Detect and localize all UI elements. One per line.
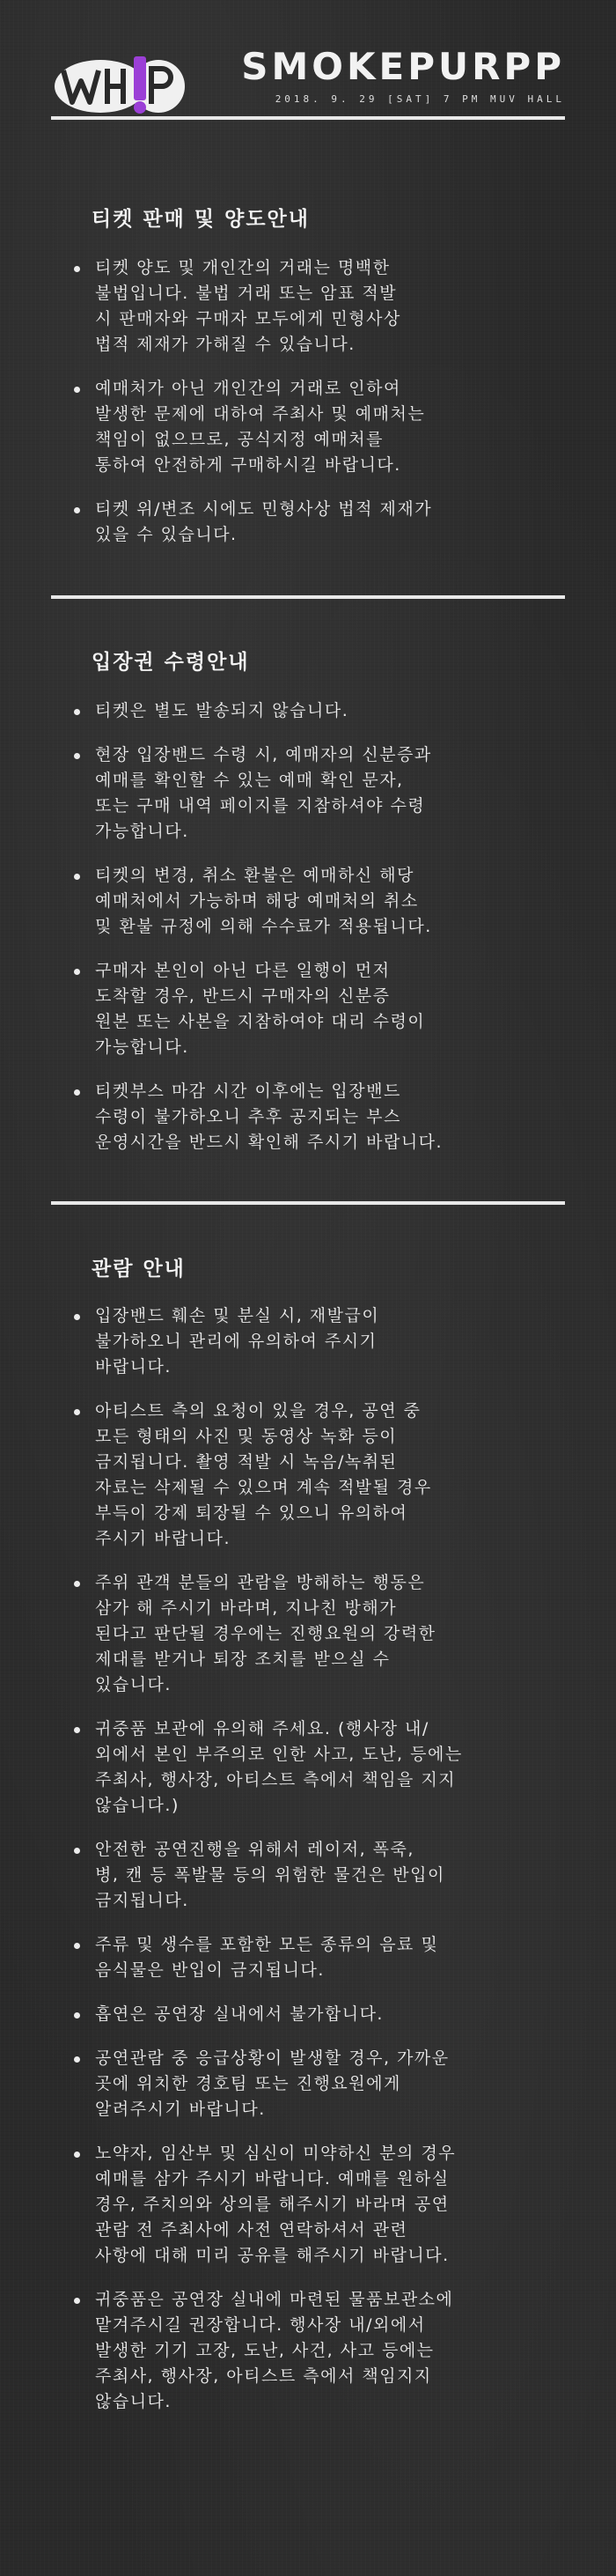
section-title: 관람 안내 <box>92 1258 186 1281</box>
header <box>51 39 565 136</box>
list-item: 현장 입장밴드 수령 시, 예매자의 신분증과 예매를 확인할 수 있는 예매 확인 문자, 또는 구매 내역 페이지를 지참하셔야 수령 가능합니다. <box>69 742 557 845</box>
list-item: 티켓의 변경, 취소 환불은 예매하신 해당 예매처에서 가능하며 해당 예매처의 취소 및 환불 규정에 의해 수수료가 적용됩니다. <box>69 863 557 940</box>
list-item: 아티스트 측의 요청이 있을 경우, 공연 중 모든 형태의 사진 및 동영상 녹화 등이 금지됩니다. 촬영 적발 시 녹음/녹취된 자료는 삭제될 수 있으며 계속 적발될 경우 부득이 강제 퇴장될 수 있으니 유의하여 주시기 바랍니다. <box>69 1399 557 1552</box>
list-item: 흡연은 공연장 실내에서 불가합니다. <box>69 2002 557 2027</box>
divider <box>51 116 565 120</box>
list-item: 티켓 위/변조 시에도 민형사상 법적 제재가 있을 수 있습니다. <box>69 497 557 548</box>
list-item: 주류 및 생수를 포함한 모든 종류의 음료 및 음식물은 반입이 금지됩니다. <box>69 1932 557 1983</box>
section-title: 티켓 판매 및 양도안내 <box>92 208 310 231</box>
notice-list <box>69 255 557 566</box>
list-item: 노약자, 임산부 및 심신이 미약하신 분의 경우 예매를 삼가 주시기 바랍니다. 예매를 원하실 경우, 주치의와 상의를 해주시기 바라며 공연 관람 전 주최사에 사전 연락하셔서 관련 사항에 대해 미리 공유를 해주시기 바랍니다. <box>69 2141 557 2269</box>
list-item: 티켓 양도 및 개인간의 거래는 명백한 불법입니다. 불법 거래 또는 암표 적발 시 판매자와 구매자 모두에게 민형사상 법적 제재가 가해질 수 있습니다. <box>69 255 557 358</box>
list-item: 예매처가 아닌 개인간의 거래로 인하여 발생한 문제에 대하여 주최사 및 예매처는 책임이 없으므로, 공식지정 예매처를 통하여 안전하게 구매하시길 바랍니다. <box>69 376 557 478</box>
list-item: 안전한 공연진행을 위해서 레이저, 폭죽, 병, 캔 등 폭발물 등의 위험한 물건은 반입이 금지됩니다. <box>69 1837 557 1914</box>
list-item: 티켓부스 마감 시간 이후에는 입장밴드 수령이 불가하오니 추후 공지되는 부스 운영시간을 반드시 확인해 주시기 바랍니다. <box>69 1079 557 1155</box>
notice-list <box>69 698 557 1174</box>
event-info: 2018. 9. 29 [SAT] 7 PM MUV HALL <box>275 93 565 105</box>
section-title: 입장권 수령안내 <box>92 651 250 674</box>
list-item: 귀중품 보관에 유의해 주세요. (행사장 내/ 외에서 본인 부주의로 인한 사고, 도난, 등에는 주최사, 행사장, 아티스트 측에서 책임을 지지 않습니다.) <box>69 1716 557 1819</box>
list-item: 귀중품은 공연장 실내에 마련된 물품보관소에 맡겨주시길 권장합니다. 행사장 내/외에서 발생한 기기 고장, 도난, 사건, 사고 등에는 주최사, 행사장, 아티스트 측에서 책임지지 않습니다. <box>69 2287 557 2415</box>
list-item: 주위 관객 분들의 관람을 방해하는 행동은 삼가 해 주시기 바라며, 지나친 방해가 된다고 판단될 경우에는 진행요원의 강력한 제대를 받거나 퇴장 조치를 받으실 수 있습니다. <box>69 1570 557 1698</box>
notice-list <box>69 1303 557 2433</box>
list-item: 구매자 본인이 아닌 다른 일행이 먼저 도착할 경우, 반드시 구매자의 신분증 원본 또는 사본을 지참하여야 대리 수령이 가능합니다. <box>69 958 557 1060</box>
list-item: 입장밴드 훼손 및 분실 시, 재발급이 불가하오니 관리에 유의하여 주시기 바랍니다. <box>69 1303 557 1380</box>
list-item: 티켓은 별도 발송되지 않습니다. <box>69 698 557 724</box>
brand-title: SMOKEPURPP <box>241 45 565 88</box>
whip-logo <box>51 48 192 118</box>
divider <box>51 1201 565 1205</box>
list-item: 공연관람 중 응급상황이 발생할 경우, 가까운 곳에 위치한 경호팀 또는 진행요원에게 알려주시기 바랍니다. <box>69 2046 557 2122</box>
divider <box>51 595 565 599</box>
